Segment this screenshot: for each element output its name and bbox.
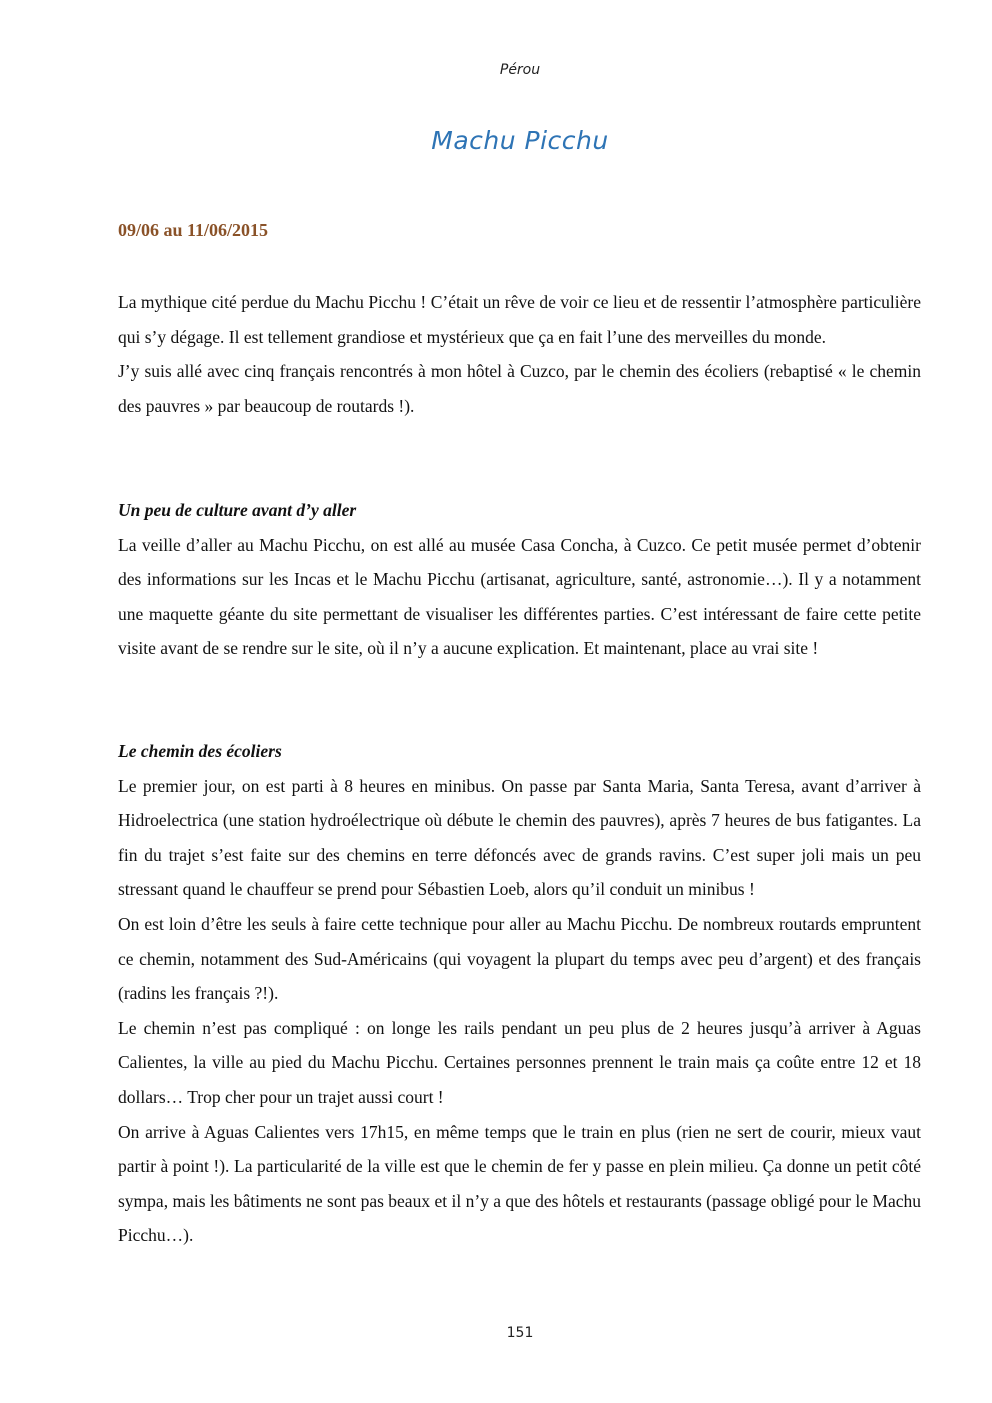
culture-section [118,493,921,666]
date-range: 09/06 au 11/06/2015 [118,220,269,240]
chemin-paragraph: Le premier jour, on est parti à 8 heures en minibus. On passe par Santa Maria, Santa Teresa, avant d’arriver à Hidroelectrica (une station hydroélectrique où débute le chemin des pauvres), après 7 heures de bus fatigantes. La fin du trajet s’est faite sur des chemins en terre défoncés avec de grands ravins. C’est super joli mais un peu stressant quand le chauffeur se prend pour Sébastien Loeb, alors qu’il conduit un minibus ! [118,775,921,900]
section-heading-culture: Un peu de culture avant d’y aller [118,500,357,520]
chemin-section [118,734,921,1253]
section-heading-chemin: Le chemin des écoliers [118,741,282,761]
chemin-paragraph: On arrive à Aguas Calientes vers 17h15, en même temps que le train en plus (rien ne sert de courir, mieux vaut partir à point !). La particularité de la ville est que le chemin de fer y passe en plein milieu. Ça donne un petit côté sympa, mais les bâtiments ne sont pas beaux et il n’y a que des hôtels et restaurants (passage obligé pour le Machu Picchu…). [118,1121,921,1246]
running-header: Pérou [499,62,541,78]
culture-paragraph: La veille d’aller au Machu Picchu, on est allé au musée Casa Concha, à Cuzco. Ce petit musée permet d’obtenir des informations sur les Incas et le Machu Picchu (artisanat, agriculture, santé, astronomie…). Il y a notamment une maquette géante du site permettant de visualiser les différentes parties. C’est intéressant de faire cette petite visite avant de se rendre sur le site, où il n’y a aucune explication. Et maintenant, place au vrai site ! [118,534,921,659]
page-title: Machu Picchu [431,126,609,155]
intro-paragraph: La mythique cité perdue du Machu Picchu ! C’était un rêve de voir ce lieu et de ressentir l’atmosphère particulière qui s’y dégage. Il est tellement grandiose et mystérieux que ça en fait l’une des merveilles du monde. [118,292,921,347]
page-number: 151 [506,1325,534,1341]
chemin-paragraph: On est loin d’être les seuls à faire cette technique pour aller au Machu Picchu. De nombreux routards empruntent ce chemin, notamment des Sud-Américains (qui voyagent la plupart du temps avec peu d’argent) et des français (radins les français ?!). [118,913,921,1004]
intro-section [118,285,921,423]
intro-paragraph: J’y suis allé avec cinq français rencontrés à mon hôtel à Cuzco, par le chemin des écoliers (rebaptisé « le chemin des pauvres » par beaucoup de routards !). [118,361,921,416]
chemin-paragraph: Le chemin n’est pas compliqué : on longe les rails pendant un peu plus de 2 heures jusqu’à arriver à Aguas Calientes, la ville au pied du Machu Picchu. Certaines personnes prennent le train mais ça coûte entre 12 et 18 dollars… Trop cher pour un trajet aussi court ! [118,1017,921,1107]
